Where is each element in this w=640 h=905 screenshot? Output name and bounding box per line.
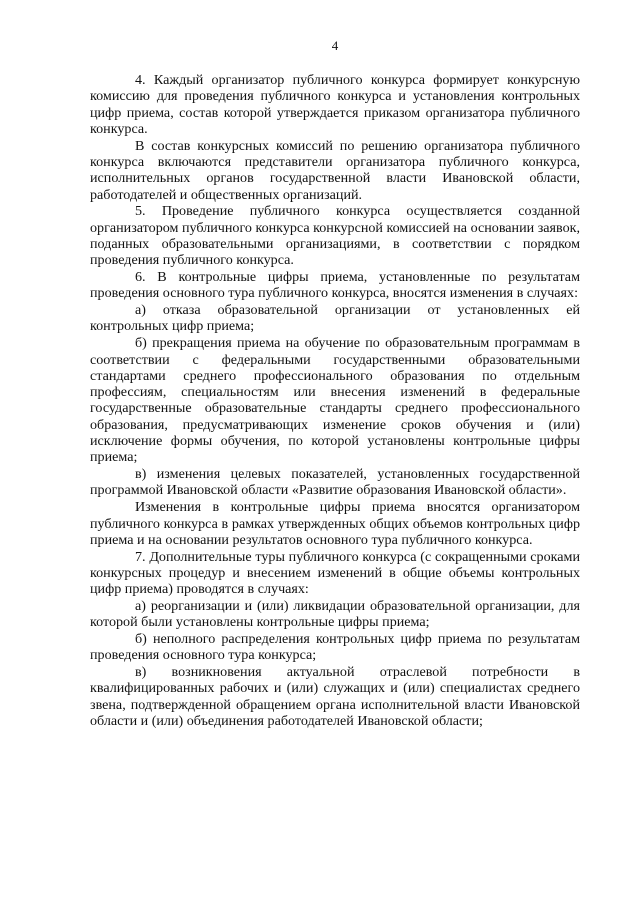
paragraph-item-7-v: в) возникновения актуальной отраслевой потребности в квалифицированных рабочих и (или) служащих и (или) специалистах среднего звена, подтвержденной обращением органа исполнительной власти Ивановской области и (или) объединения работодателей Ивановской области;	[90, 664, 580, 730]
paragraph-commission-composition: В состав конкурсных комиссий по решению организатора публичного конкурса включаются представители организатора публичного конкурса, исполнительных органов государственной власти Ивановской области, работодателей и общественных организаций.	[90, 137, 580, 203]
paragraph-item-7-a: а) реорганизации и (или) ликвидации образовательной организации, для которой были установлены контрольные цифры приема;	[90, 598, 580, 631]
paragraph-item-6-v: в) изменения целевых показателей, установленных государственной программой Ивановской области «Развитие образования Ивановской области».	[90, 466, 580, 499]
page-number: 4	[331, 38, 339, 53]
paragraph-item-5: 5. Проведение публичного конкурса осуществляется созданной организатором публичного конкурса конкурсной комиссией на основании заявок, поданных образовательными организациями, в соответствии с порядком проведения публичного конкурса.	[90, 203, 580, 269]
paragraph-changes-note: Изменения в контрольные цифры приема вносятся организатором публичного конкурса в рамках утвержденных общих объемов контрольных цифр приема и на основании результатов основного тура публичного конкурса.	[90, 499, 580, 548]
paragraph-item-7-b: б) неполного распределения контрольных цифр приема по результатам проведения основного тура конкурса;	[90, 631, 580, 664]
paragraph-item-6-a: а) отказа образовательной организации от установленных ей контрольных цифр приема;	[90, 302, 580, 335]
paragraph-item-4: 4. Каждый организатор публичного конкурса формирует конкурсную комиссию для проведения публичного конкурса и установления контрольных цифр приема, состав которой утверждается приказом организатора публичного конкурса.	[90, 72, 580, 137]
paragraph-item-6-b: б) прекращения приема на обучение по образовательным программам в соответствии с федеральными государственными образовательными стандартами среднего профессионального образования по отдельным профессиям, специальностям или внесения изменений в федеральные государственные образовательные стандарты среднего профессионального образования, предусматривающих изменение сроков обучения и (или) исключение формы обучения, по которой установлены контрольные цифры приема;	[90, 335, 580, 466]
paragraph-item-7: 7. Дополнительные туры публичного конкурса (с сокращенными сроками конкурсных процедур и внесением изменений в общие объемы контрольных цифр приема) проводятся в случаях:	[90, 548, 580, 598]
paragraph-item-6: 6. В контрольные цифры приема, установленные по результатам проведения основного тура публичного конкурса, вносятся изменения в случаях:	[90, 269, 580, 302]
